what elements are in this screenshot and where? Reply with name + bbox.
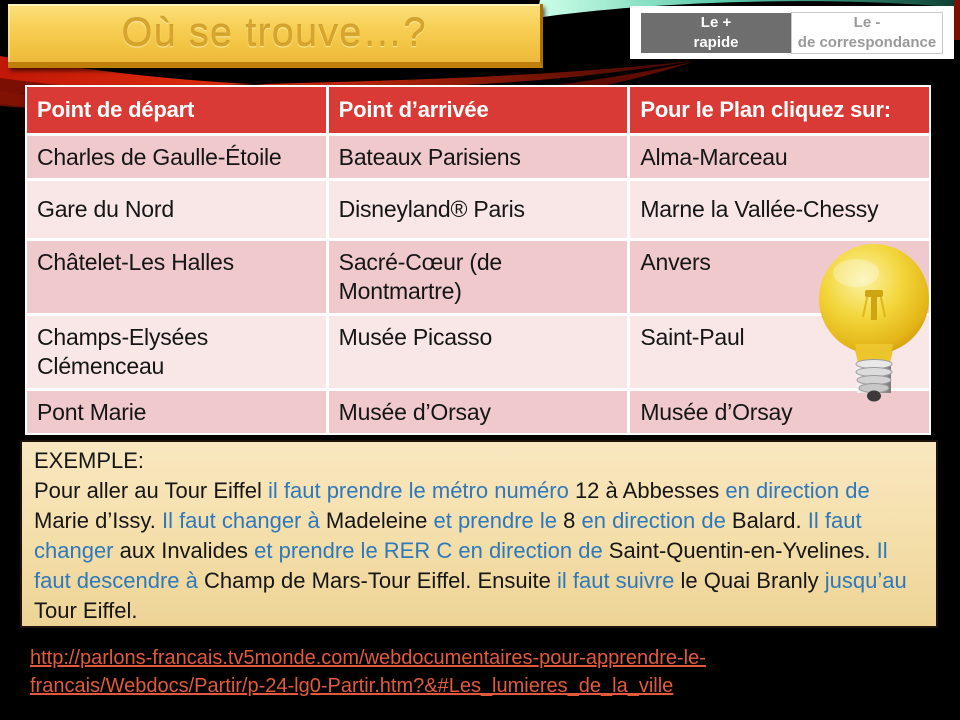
table-cell: Saint-Paul [630,316,929,388]
example-label: EXEMPLE: [34,448,145,473]
example-text-segment: en direction de [725,477,870,503]
red-edge-sliver [954,0,960,40]
table-header-depart: Point de départ [27,87,326,133]
table-cell: Disneyland® Paris [329,181,628,238]
table-cell: Champs-Elysées Clémenceau [27,316,326,388]
example-text-segment: Balard. [731,507,808,533]
example-text-segment: Il faut changer [34,507,862,563]
example-text-segment: il faut prendre le métro numéro [268,477,575,503]
table-cell: Anvers [630,241,929,313]
table-header-plan: Pour le Plan cliquez sur: [630,87,929,133]
stations-table [25,85,931,435]
table-cell: Bateaux Parisiens [329,136,628,179]
slide-title-box [8,4,543,68]
example-text-segment: il faut suivre [556,567,681,593]
table-header-row [27,87,929,133]
route-options-panel [630,6,954,59]
table-body [27,136,929,434]
example-text [34,476,924,626]
example-text-segment: Tour Eiffel. [34,597,138,623]
example-text-segment: Il faut changer à [161,507,326,533]
table-cell: Gare du Nord [27,181,326,238]
fastest-route-label-line1: Le + [700,14,732,31]
fastest-route-label-line2: rapide [693,33,739,51]
example-text-segment: Pour aller au Tour Eiffel [34,477,268,503]
table-cell: Musée d’Orsay [630,391,929,434]
example-text-segment: 12 à Abbesses [574,477,726,503]
example-box [20,440,938,628]
table-row [27,391,929,434]
example-text-segment: Il faut descendre à [34,537,888,593]
table-cell: Pont Marie [27,391,326,434]
example-text-segment: Marie d’Issy. [34,507,162,533]
table-cell: Sacré-Cœur (de Montmartre) [329,241,628,313]
table-cell: Marne la Vallée-Chessy [630,181,929,238]
table-cell: Châtelet-Les Halles [27,241,326,313]
table-cell: Charles de Gaulle-Étoile [27,136,326,179]
fastest-route-button[interactable] [641,13,791,53]
example-text-segment: 8 [563,507,582,533]
table-row [27,316,929,388]
table-row [27,241,929,313]
example-text-segment: jusqu’au [824,567,907,593]
example-text-segment: Madeleine [325,507,434,533]
table-cell: Musée Picasso [329,316,628,388]
fewest-transfers-label-line2: de correspondance [797,33,937,51]
example-text-segment: Saint-Quentin-en-Yvelines. [608,537,877,563]
example-text-segment: Champ de Mars-Tour Eiffel. Ensuite [204,567,557,593]
example-text-segment: et prendre le [433,507,564,533]
fewest-transfers-button[interactable] [791,12,943,54]
table-row [27,181,929,238]
table-cell: Musée d’Orsay [329,391,628,434]
example-text-segment: et prendre le RER C en direction de [254,537,609,563]
fewest-transfers-label-line1: Le - [853,14,881,31]
link-area [30,645,910,700]
example-text-segment: le Quai Branly [680,567,825,593]
table-header-arrivee: Point d’arrivée [329,87,628,133]
table-cell: Alma-Marceau [630,136,929,179]
webdoc-link[interactable]: http://parlons-francais.tv5monde.com/webdocumentaires-pour-apprendre-le-francais/Webdocs/Partir/p-24-lg0-Partir.htm?&#Les_lumieres_de_la_ville [30,647,706,697]
example-text-segment: aux Invalides [119,537,255,563]
page-title: Où se trouve…? [121,10,427,55]
table-row [27,136,929,179]
lightbulb-image [815,241,933,408]
example-text-segment: en direction de [581,507,732,533]
